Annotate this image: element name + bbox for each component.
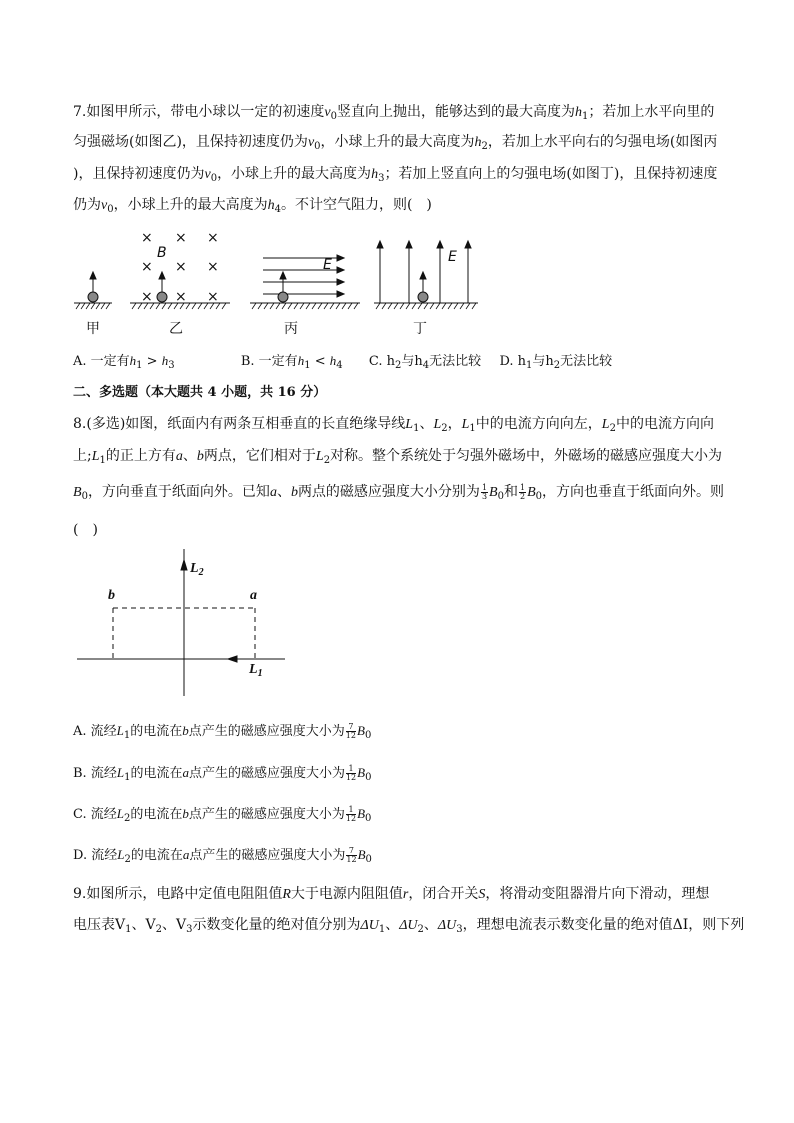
- label-bing: 丙: [284, 321, 298, 337]
- q7-option-c[interactable]: C. $h_2$与$h_4$无法比较: [368, 354, 482, 371]
- label-b: b: [108, 588, 115, 603]
- q9-line-1: 9.如图所示，电路中定值电阻阻值R大于电源内阻阻值r，闭合开关S，将滑动变阻器滑片向下滑动，理想: [73, 886, 710, 902]
- label-yi: 乙: [169, 321, 183, 337]
- q7-option-a[interactable]: A. 一定有$h_1 > h_3$: [73, 353, 175, 371]
- q7-option-d[interactable]: D. $h_1$与$h_2$无法比较: [499, 354, 613, 371]
- q8-line-3: $B_0$，方向垂直于纸面向外。已知a、b两点的磁感应强度大小分别为 $\frac{1}{3}$ $B_0$和 $\frac{1}{2}$ $B_0$，方向也垂直于纸面向外。则: [73, 482, 724, 502]
- q8-option-d[interactable]: D. 流经$L_2$的电流在a点产生的磁感应强度大小为 $\frac{7}{12}$ $B_0$: [73, 846, 372, 865]
- label-B: B: [157, 245, 167, 261]
- q7-options: [73, 351, 612, 376]
- svg-text:×: ×: [175, 230, 187, 246]
- q8-option-a[interactable]: A. 流经$L_1$的电流在b点产生的磁感应强度大小为 $\frac{7}{12}$ $B_0$: [73, 722, 372, 741]
- q8-paren: ( ): [73, 522, 98, 538]
- svg-text:×: ×: [207, 289, 219, 305]
- label-E-ding: E: [448, 249, 457, 265]
- label-E-bing: E: [323, 257, 332, 273]
- svg-text:×: ×: [141, 289, 153, 305]
- section-2-title: 二、多选题（本大题共 4 小题，共 16 分）: [73, 385, 327, 400]
- label-ding: 丁: [413, 321, 427, 337]
- svg-text:×: ×: [141, 230, 153, 246]
- svg-text:×: ×: [141, 259, 153, 275]
- q8-option-b[interactable]: B. 流经$L_1$的电流在a点产生的磁感应强度大小为 $\frac{1}{12}$ $B_0$: [73, 764, 372, 783]
- q7-option-b[interactable]: B. 一定有$h_1 < h_4$: [240, 353, 343, 371]
- q7-line-3: )，且保持初速度仍为$v_0$，小球上升的最大高度为$h_3$；若加上竖直向上的匀强电场(如图丁)，且保持初速度: [73, 166, 718, 184]
- q8-line-1: 8.(多选)如图，纸面内有两条互相垂直的长直绝缘导线$L_1$、$L_2$，$L_1$中的电流方向向左，$L_2$中的电流方向向: [73, 416, 714, 434]
- label-jia: 甲: [86, 321, 100, 337]
- label-L1: $L_1$: [249, 662, 263, 679]
- svg-text:×: ×: [207, 230, 219, 246]
- svg-text:×: ×: [207, 259, 219, 275]
- q7-line-1: 7.如图甲所示，带电小球以一定的初速度$v_0$竖直向上抛出，能够达到的最大高度为$h_1$；若加上水平向里的: [73, 104, 715, 122]
- q9-line-2: 电压表$V_1$、$V_2$、$V_3$示数变化量的绝对值分别为$\Delta U_1$、$\Delta U_2$、$\Delta U_3$，理想电流表示数变化量的绝对值ΔI，则下列: [73, 917, 745, 935]
- q7-line-4: 仍为$v_0$，小球上升的最大高度为$h_4$。不计空气阻力，则( ): [73, 197, 432, 215]
- label-L2: $L_2$: [190, 561, 204, 578]
- svg-text:×: ×: [175, 259, 187, 275]
- q7-line-2: 匀强磁场(如图乙)，且保持初速度仍为$v_0$，小球上升的最大高度为$h_2$，若加上水平向右的匀强电场(如图丙: [73, 134, 718, 152]
- label-a: a: [250, 588, 257, 603]
- svg-text:×: ×: [175, 289, 187, 305]
- q8-line-2: 上$;L_1$的正上方有a、b两点，它们相对于$L_2$对称。整个系统处于匀强外磁场中，外磁场的磁感应强度大小为: [73, 448, 723, 466]
- q8-option-c[interactable]: C. 流经$L_2$的电流在b点产生的磁感应强度大小为 $\frac{1}{12}$ $B_0$: [73, 805, 372, 824]
